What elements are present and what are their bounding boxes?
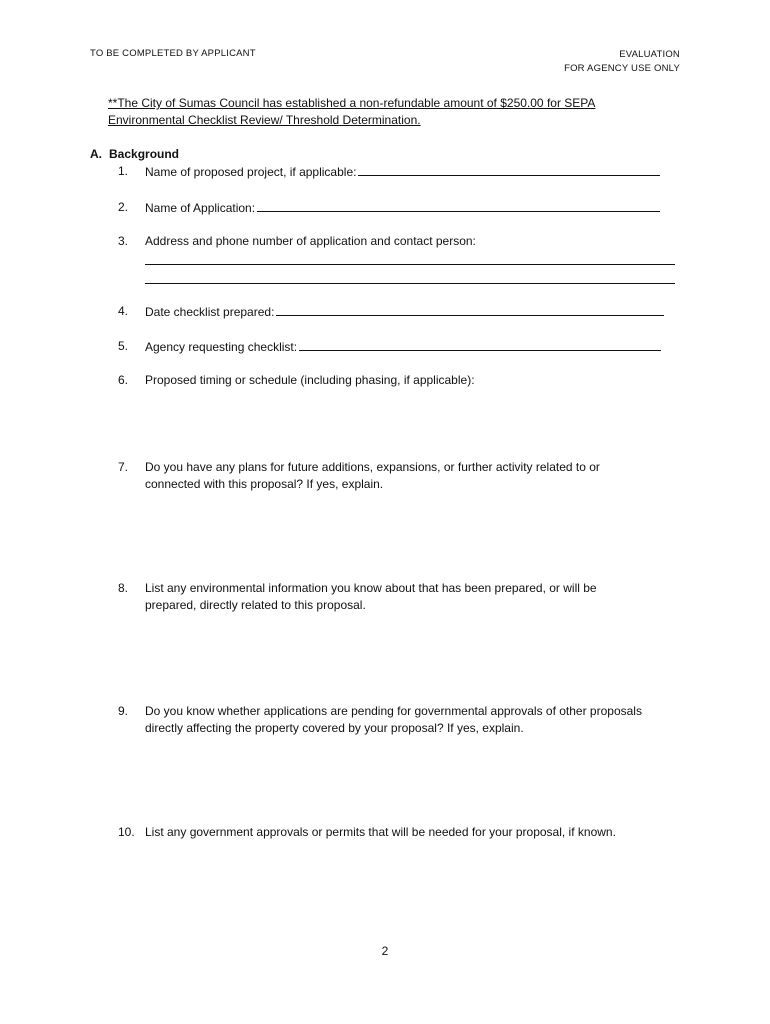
question-text-line-2: directly affecting the property covered by your proposal? If yes, explain. xyxy=(145,721,524,735)
page-number: 2 xyxy=(381,944,389,958)
question-text-line-1: Do you know whether applications are pending for governmental approvals of other proposals xyxy=(145,704,642,718)
fee-notice xyxy=(108,95,668,129)
fee-notice-line-2: Environmental Checklist Review/ Threshold Determination. xyxy=(108,113,421,127)
section-title: Background xyxy=(109,147,180,161)
agency-use-label: FOR AGENCY USE ONLY xyxy=(564,63,680,74)
question-text: Date checklist prepared: xyxy=(145,305,275,319)
date-prepared-field[interactable] xyxy=(276,303,664,316)
question-number: 3. xyxy=(118,234,129,248)
question-number: 5. xyxy=(118,339,129,353)
question-number: 10. xyxy=(118,825,135,839)
question-text: Name of proposed project, if applicable: xyxy=(145,165,357,179)
fee-notice-line-1: **The City of Sumas Council has established a non-refundable amount of $250.00 for SEPA xyxy=(108,96,596,110)
question-text-line-1: Do you have any plans for future additions, expansions, or further activity related to or xyxy=(145,460,600,474)
question-number: 6. xyxy=(118,373,129,387)
agency-field[interactable] xyxy=(299,338,661,351)
question-number: 7. xyxy=(118,460,129,474)
question-text-line-2: connected with this proposal? If yes, explain. xyxy=(145,477,384,491)
question-text-line-2: prepared, directly related to this proposal. xyxy=(145,598,366,612)
application-name-field[interactable] xyxy=(257,199,660,212)
applicant-header: TO BE COMPLETED BY APPLICANT xyxy=(90,48,256,59)
question-number: 4. xyxy=(118,304,129,318)
question-text-line-1: List any environmental information you know about that has been prepared, or will be xyxy=(145,581,597,595)
question-number: 1. xyxy=(118,164,129,178)
section-letter: A. xyxy=(90,147,102,161)
question-text: Agency requesting checklist: xyxy=(145,340,298,354)
question-number: 9. xyxy=(118,704,129,718)
question-text: Proposed timing or schedule (including phasing, if applicable): xyxy=(145,373,475,387)
evaluation-label: EVALUATION xyxy=(619,49,680,60)
question-text: Name of Application: xyxy=(145,201,256,215)
question-text: List any government approvals or permits that will be needed for your proposal, if known. xyxy=(145,825,616,839)
agency-header xyxy=(564,48,680,76)
contact-field-line-1[interactable] xyxy=(145,264,675,265)
question-number: 8. xyxy=(118,581,129,595)
contact-field-line-2[interactable] xyxy=(145,283,675,284)
section-heading xyxy=(90,147,179,161)
project-name-field[interactable] xyxy=(358,163,660,176)
question-number: 2. xyxy=(118,200,129,214)
question-text: Address and phone number of application and contact person: xyxy=(145,234,476,248)
